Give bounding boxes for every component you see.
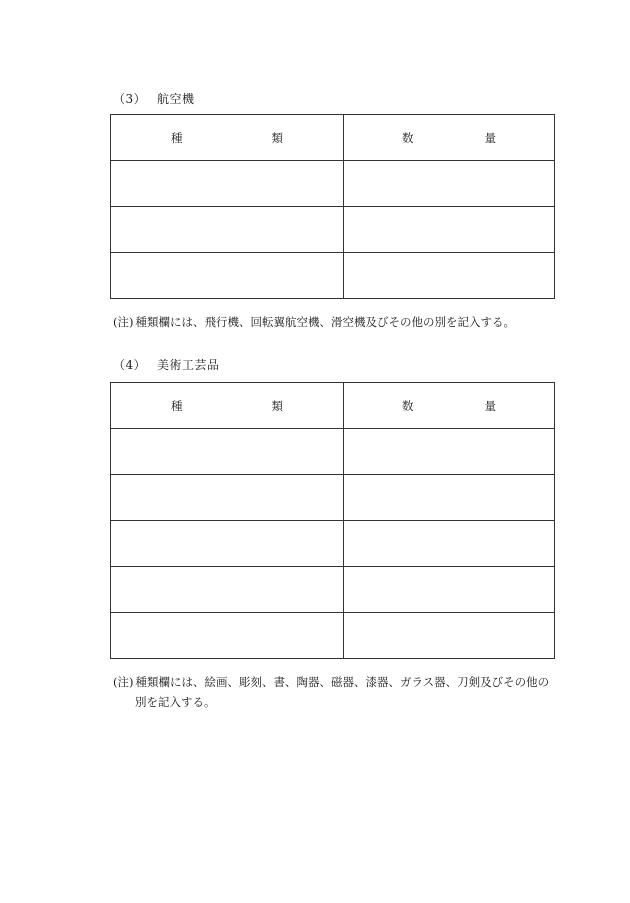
kind-input-cell[interactable] [111,475,344,521]
table-row [111,521,555,567]
quantity-input-cell[interactable] [344,161,555,207]
quantity-input-cell[interactable] [344,521,555,567]
section-3-note [113,312,558,332]
table-header-row [111,115,555,161]
table-row [111,429,555,475]
kind-header-char-1: 種 [171,130,183,145]
section-4-number: （4） [113,358,147,372]
table-row [111,161,555,207]
quantity-input-cell[interactable] [344,429,555,475]
section-4-heading [113,356,220,373]
note-text-line-2: 別を記入する。 [135,695,216,709]
kind-header-char-1: 種 [171,398,183,413]
note-label: (注) [113,315,134,329]
table-row [111,207,555,253]
kind-input-cell[interactable] [111,567,344,613]
section-3-heading [113,90,195,107]
note-text-line-1: 種類欄には、絵画、彫刻、書、陶器、磁器、漆器、ガラス器、刀剣及びその他の [135,675,550,689]
quantity-input-cell[interactable] [344,613,555,659]
art-craft-table [110,382,555,659]
quantity-input-cell[interactable] [344,207,555,253]
kind-input-cell[interactable] [111,613,344,659]
quantity-header-cell [344,115,555,161]
table-row [111,567,555,613]
quantity-header-char-2: 量 [484,130,496,145]
kind-input-cell[interactable] [111,429,344,475]
kind-input-cell[interactable] [111,207,344,253]
kind-header-cell [111,115,344,161]
table-row [111,475,555,521]
aircraft-table [110,114,555,299]
kind-header-char-2: 類 [271,130,283,145]
quantity-input-cell[interactable] [344,475,555,521]
kind-input-cell[interactable] [111,521,344,567]
quantity-header-char-1: 数 [402,130,414,145]
quantity-input-cell[interactable] [344,567,555,613]
section-3-title: 航空機 [157,92,195,106]
section-4-title: 美術工芸品 [157,358,220,372]
section-4-note [113,672,558,712]
kind-input-cell[interactable] [111,161,344,207]
section-3-number: （3） [113,92,147,106]
quantity-input-cell[interactable] [344,253,555,299]
quantity-header-char-2: 量 [484,398,496,413]
note-label: (注) [113,675,134,689]
kind-header-char-2: 類 [271,398,283,413]
table-header-row [111,383,555,429]
kind-header-cell [111,383,344,429]
table-row [111,613,555,659]
table-row [111,253,555,299]
note-text: 種類欄には、飛行機、回転翼航空機、滑空機及びその他の別を記入する。 [135,315,515,329]
quantity-header-char-1: 数 [402,398,414,413]
kind-input-cell[interactable] [111,253,344,299]
quantity-header-cell [344,383,555,429]
